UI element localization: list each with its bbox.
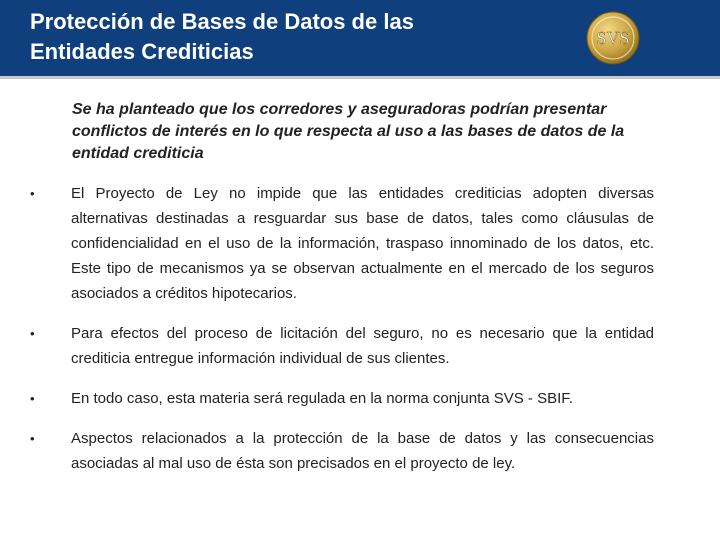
bullet-item	[28, 181, 654, 306]
bullet-item	[28, 386, 654, 411]
bullet-item	[28, 321, 654, 371]
bullet-list	[28, 181, 654, 491]
bullet-dot-icon: •	[30, 391, 35, 406]
bullet-text: El Proyecto de Ley no impide que las entidades crediticias adopten diversas alternativas destinadas a resguardar sus base de datos, tales como cláusulas de confidencialidad en el uso de la información, traspaso innominado de los datos, etc. Este tipo de mecanismos ya se observan actualmente en el mercado de los seguros asociados a créditos hipotecarios.	[71, 185, 654, 302]
bullet-text: Para efectos del proceso de licitación del seguro, no es necesario que la entidad crediticia entregue información individual de sus clientes.	[71, 325, 654, 367]
bullet-dot-icon: •	[30, 431, 35, 446]
bullet-text: En todo caso, esta materia será regulada en la norma conjunta SVS - SBIF.	[71, 390, 573, 407]
svs-logo-icon	[586, 11, 640, 65]
intro-statement: Se ha planteado que los corredores y aseguradoras podrían presentar conflictos de interés en lo que respecta al uso a las bases de datos de la entidad crediticia	[72, 101, 625, 162]
header-bar	[0, 0, 720, 76]
header-divider	[0, 76, 720, 79]
slide-title-line-2: Entidades Crediticias	[30, 39, 254, 64]
bullet-text: Aspectos relacionados a la protección de la base de datos y las consecuencias asociadas al mal uso de ésta son precisados en el proyecto de ley.	[71, 430, 654, 472]
slide-title	[30, 7, 550, 67]
bullet-item	[28, 426, 654, 476]
slide-title-line-1: Protección de Bases de Datos de las	[30, 9, 414, 34]
bullet-dot-icon: •	[30, 186, 35, 201]
bullet-dot-icon: •	[30, 326, 35, 341]
logo-text: SVS	[596, 28, 630, 48]
